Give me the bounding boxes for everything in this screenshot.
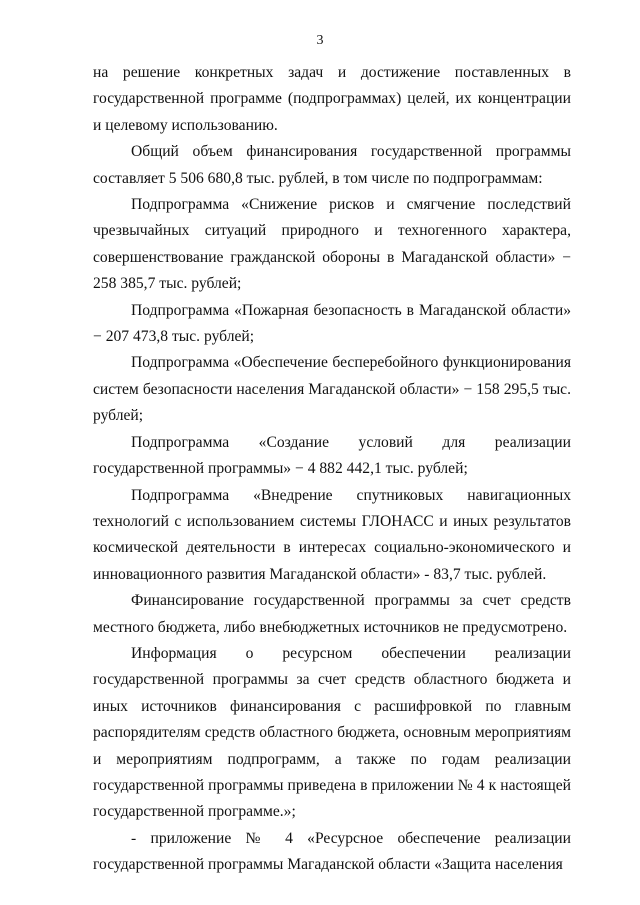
document-body xyxy=(93,60,571,879)
paragraph-appendix-4: - приложение № 4 «Ресурсное обеспечение реализации государственной программы Магаданской области «Защита населения xyxy=(93,829,571,874)
paragraph-subprogram-conditions: Подпрограмма «Создание условий для реализации государственной программы» − 4 882 442,1 тыс. рублей; xyxy=(93,433,571,478)
paragraph-subprogram-safety-systems: Подпрограмма «Обеспечение бесперебойного функционирования систем безопасности населения Магаданской области» − 158 295,5 тыс. рублей; xyxy=(93,354,571,425)
paragraph-intro-continuation: на решение конкретных задач и достижение поставленных в государственной программе (подпрограммах) целей, их концентрации и целевому использованию. xyxy=(93,64,571,134)
paragraph-total-funding: Общий объем финансирования государственной программы составляет 5 506 680,8 тыс. рублей, в том числе по подпрограммам: xyxy=(93,143,571,187)
page-number: 3 xyxy=(316,33,324,48)
paragraph-subprogram-glonass: Подпрограмма «Внедрение спутниковых навигационных технологий с использованием системы ГЛОНАСС и иных результатов космической деятельности в интересах социально-экономического и инновационного развития Магаданской области» - 83,7 тыс. рублей. xyxy=(93,486,571,583)
paragraph-local-budget: Финансирование государственной программы за счет средств местного бюджета, либо внебюджетных источников не предусмотрено. xyxy=(93,592,571,636)
paragraph-resource-info: Информация о ресурсном обеспечении реализации государственной программы за счет средств областного бюджета и иных источников финансирования с расшифровкой по главным распорядителям средств областного бюджета, основным мероприятиям и мероприятиям подпрограмм, а также по годам реализации государственной программы приведена в приложении № 4 к настоящей государственной программе.»; xyxy=(93,644,571,821)
paragraph-subprogram-fire-safety: Подпрограмма «Пожарная безопасность в Магаданской области» − 207 473,8 тыс. рублей; xyxy=(93,301,571,346)
paragraph-subprogram-emergency: Подпрограмма «Снижение рисков и смягчение последствий чрезвычайных ситуаций природного и техногенного характера, совершенствование гражданской обороны в Магаданской области» − 258 385,7 тыс. рублей; xyxy=(93,196,571,293)
